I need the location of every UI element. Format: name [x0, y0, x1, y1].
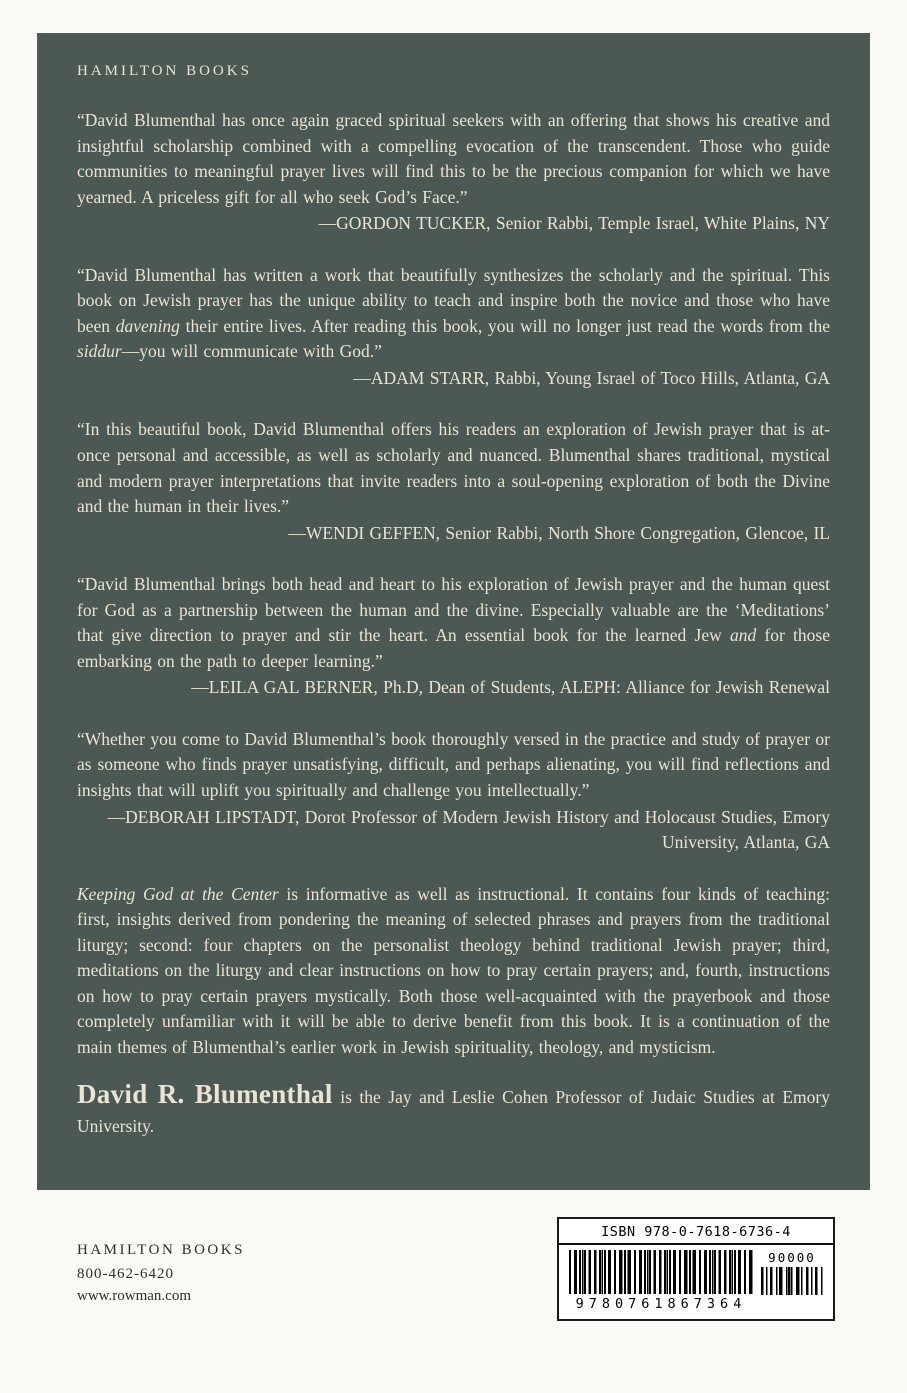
book-description: Keeping God at the Center is informative as well as instructional. It contains four kinds of teaching: first, insights derived from pondering the meaning of selected phrases and prayers from the traditional liturgy; second: four chapters on the personalist theology behind traditional Jewish prayer; third, meditations on the liturgy and clear instructions on how to pray certain prayers; and, fourth, instructions on how to pray certain prayers mystically. Both those well-acquainted with the prayerbook and those completely unfamiliar with it will be able to derive benefit from this book. It is a continuation of the main themes of Blumenthal’s earlier work in Jewish spirituality, theology, and mysticism. [77, 883, 830, 1057]
endorsement-blurb [77, 108, 830, 237]
blurb-attribution: —WENDI GEFFEN, Senior Rabbi, North Shore Congregation, Glencoe, IL [288, 522, 830, 543]
price-code: 90000 [768, 1250, 816, 1265]
isbn-barcode [557, 1217, 835, 1321]
barcode-main [569, 1250, 753, 1312]
blurb-text: “David Blumenthal brings both head and heart to his exploration of Jewish prayer and the human quest for God as a partnership between the human and the divine. Especially valuable are the ‘Meditations’ that give direction to prayer and stir the heart. An essential book for the learned Jew and for those embarking on the path to deeper learning.” [77, 574, 830, 671]
author-bio-text: is the Jay and Leslie Cohen Professor of Judaic Studies at Emory University. [77, 1086, 830, 1136]
barcode-digits: 9780761867364 [575, 1296, 747, 1312]
blurb-attribution: —GORDON TUCKER, Senior Rabbi, Temple Israel, White Plains, NY [318, 213, 830, 234]
endorsement-blurb [77, 727, 830, 856]
barcode-addon-bars-icon [761, 1267, 823, 1295]
endorsement-blurb [77, 417, 830, 546]
barcode-bars-icon [569, 1250, 753, 1294]
blurb-attribution: —LEILA GAL BERNER, Ph.D, Dean of Students, ALEPH: Alliance for Jewish Renewal [191, 677, 830, 698]
publisher-contact [77, 1240, 245, 1307]
publisher-imprint: HAMILTON BOOKS [77, 63, 252, 79]
book-back-cover [0, 33, 907, 1321]
publisher-name: HAMILTON BOOKS [77, 1242, 245, 1258]
barcode-bars-row [559, 1245, 833, 1319]
publisher-phone: 800-462-6420 [77, 1265, 174, 1282]
author-bio [77, 1075, 830, 1140]
blurb-text: “David Blumenthal has once again graced spiritual seekers with an offering that shows his creative and insightful scholarship combined with a compelling evocation of the transcendent. Those who guide communities to meaningful prayer lives will find this to be the precious companion for which we have yearned. A priceless gift for all who seek God’s Face.” [77, 110, 830, 207]
footer [0, 1190, 907, 1321]
barcode-addon [761, 1250, 823, 1312]
author-name: David R. Blumenthal [77, 1078, 333, 1109]
blurb-attribution: —DEBORAH LIPSTADT, Dorot Professor of Modern Jewish History and Holocaust Studies, Emory University, Atlanta, GA [107, 806, 830, 853]
endorsement-blurb [77, 572, 830, 701]
back-cover-panel [37, 33, 870, 1190]
blurb-attribution: —ADAM STARR, Rabbi, Young Israel of Toco Hills, Atlanta, GA [353, 367, 830, 388]
isbn-number: ISBN 978-0-7618-6736-4 [559, 1219, 833, 1245]
blurb-text: “David Blumenthal has written a work that beautifully synthesizes the scholarly and the spiritual. This book on Jewish prayer has the unique ability to teach and inspire both the novice and those who have been davening their entire lives. After reading this book, you will no longer just read the words from the siddur—you will communicate with God.” [77, 264, 830, 362]
publisher-website: www.rowman.com [77, 1287, 192, 1304]
endorsement-blurb [77, 263, 830, 392]
blurb-text: “Whether you come to David Blumenthal’s book thoroughly versed in the practice and study of prayer or as someone who finds prayer unsatisfying, difficult, and perhaps alienating, you will find reflections and insights that will uplift you spiritually and challenge you intellectually.” [77, 728, 830, 801]
blurb-text: “In this beautiful book, David Blumenthal offers his readers an exploration of Jewish prayer that is at-once personal and accessible, as well as scholarly and nuanced. Blumenthal shares traditional, mystical and modern prayer interpretations that invite readers into a soul-opening exploration of both the Divine and the human in their lives.” [77, 419, 830, 517]
